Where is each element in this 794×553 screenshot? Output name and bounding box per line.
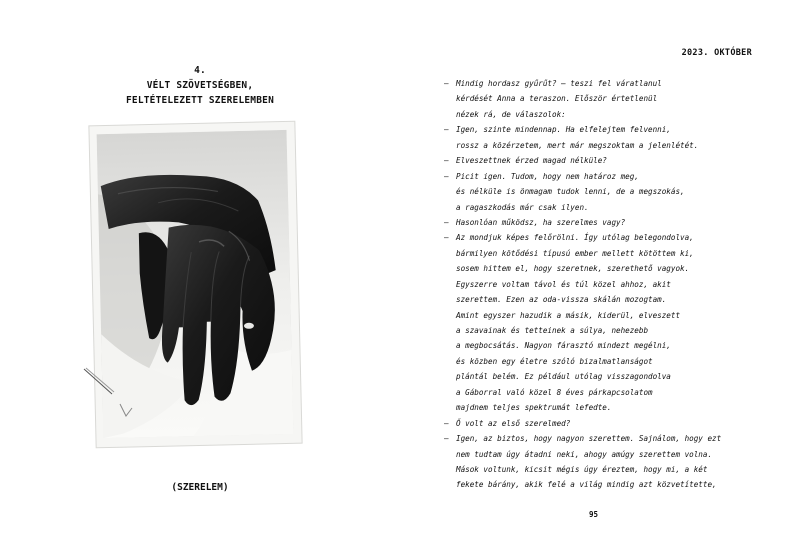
dialogue-dash: – xyxy=(444,434,449,444)
page-date-header: 2023. OKTÓBER xyxy=(681,48,752,58)
dialogue-line-text: szerettem. Ezen az oda-vissza skálán mozogtam. xyxy=(456,295,667,305)
dialogue-line-text: nézek rá, de válaszolok: xyxy=(456,109,566,119)
photo-caption: (SZERELEM) xyxy=(171,482,229,493)
dialogue-line xyxy=(444,261,764,276)
dialogue-line-text: Amint egyszer hazudik a másik, kiderül, elveszett xyxy=(456,310,681,320)
dialogue-line xyxy=(444,122,764,137)
dialogue-line xyxy=(444,338,764,353)
dialogue-line xyxy=(444,292,764,307)
dialogue-line xyxy=(444,153,764,168)
dialogue-line xyxy=(444,400,764,415)
dialogue-line-text: és nélküle is önmagam tudok lenni, de a megszokás, xyxy=(456,187,685,197)
dialogue-line-text: Igen, az biztos, hogy nagyon szerettem. Sajnálom, hogy ezt xyxy=(456,434,722,444)
dialogue-line-text: Mindig hordasz gyűrűt? – teszi fel váratlanul xyxy=(456,79,662,88)
dialogue-line-text: a szavainak és tetteinek a súlya, nehezebb xyxy=(456,326,649,335)
page-number: 95 xyxy=(589,510,599,519)
chapter-heading xyxy=(100,63,300,108)
dialogue-line-text: a megbocsátás. Nagyon fárasztó mindezt megélni, xyxy=(456,341,671,351)
chapter-number: 4. xyxy=(194,65,206,76)
dialogue-line xyxy=(444,416,764,431)
dialogue-line-text: Elveszettnek érzed magad nélküle? xyxy=(456,156,607,166)
dialogue-line xyxy=(444,323,764,338)
chapter-title-line-2: FELTÉTELEZETT SZERELEMBEN xyxy=(126,95,274,106)
dialogue-dash: – xyxy=(444,418,449,428)
chapter-title-line-1: VÉLT SZÖVETSÉGBEN, xyxy=(146,80,254,91)
dialogue-line-text: Ő volt az első szerelmed? xyxy=(456,418,571,428)
dialogue-line xyxy=(444,76,764,91)
dialogue-line-text: bármilyen kötődési típusú ember mellett kötöttem ki, xyxy=(456,248,694,258)
dialogue-line-text: kérdését Anna a teraszon. Először értetlenül xyxy=(456,94,658,104)
dialogue-line xyxy=(444,246,764,261)
dialogue-line xyxy=(444,431,764,446)
dialogue-line-text: a ragaszkodás már csak ilyen. xyxy=(456,202,589,212)
dialogue-line xyxy=(444,200,764,215)
right-page xyxy=(397,0,794,553)
dialogue-line xyxy=(444,308,764,323)
dialogue-line-text: plántál belém. Ez például utólag visszagondolva xyxy=(456,372,671,382)
dialogue-line-text: Hasonlóan működsz, ha szerelmes vagy? xyxy=(456,217,626,227)
dialogue-line xyxy=(444,447,764,462)
dialogue-line-text: Egyszerre voltam távol és túl közel ahhoz, akit xyxy=(456,279,671,289)
dialogue-line xyxy=(444,477,764,492)
dialogue-dash: – xyxy=(444,79,449,88)
dialogue-line xyxy=(444,91,764,106)
dialogue-line xyxy=(444,385,764,400)
dialogue-line-text: sosem hittem el, hogy szeretnek, szerethető vagyok. xyxy=(456,264,690,274)
dialogue-line xyxy=(444,169,764,184)
dialogue-line-text: és közben egy életre szóló bizalmatlanságot xyxy=(456,356,653,366)
dialogue-line-text: Igen, szinte mindennap. Ha elfelejtem felvenni, xyxy=(456,125,671,135)
dialogue-line xyxy=(444,462,764,477)
dialogue-text xyxy=(444,76,764,493)
dialogue-dash: – xyxy=(444,171,449,181)
sketch-marks xyxy=(82,364,142,419)
dialogue-line-text: Az mondjuk képes felőrölni. Így utólag belegondolva, xyxy=(456,233,694,243)
dialogue-dash: – xyxy=(444,156,449,166)
dialogue-dash: – xyxy=(444,233,449,243)
dialogue-line xyxy=(444,354,764,369)
dialogue-dash: – xyxy=(444,217,449,227)
dialogue-line-text: majdnem teljes spektrumát lefedte. xyxy=(456,403,612,413)
dialogue-line xyxy=(444,230,764,245)
dialogue-dash: – xyxy=(444,125,449,135)
dialogue-line-text: nem tudtam úgy átadni neki, ahogy amúgy szerettem volna. xyxy=(456,449,713,459)
dialogue-line-text: Mások voltunk, kicsit mégis úgy éreztem, hogy mi, a két xyxy=(456,464,708,474)
dialogue-line-text: Picit igen. Tudom, hogy nem határoz meg, xyxy=(456,171,639,181)
dialogue-line xyxy=(444,138,764,153)
dialogue-line xyxy=(444,215,764,230)
dialogue-line xyxy=(444,277,764,292)
dialogue-line xyxy=(444,369,764,384)
dialogue-line-text: fekete bárány, akik felé a világ mindig azt közvetítette, xyxy=(456,480,717,490)
dialogue-line xyxy=(444,184,764,199)
dialogue-line-text: rossz a közérzetem, mert már megszoktam a jelenlétét. xyxy=(456,140,699,150)
dialogue-line xyxy=(444,107,764,122)
dialogue-line-text: a Gáborral való közel 8 éves párkapcsolatom xyxy=(456,387,653,397)
